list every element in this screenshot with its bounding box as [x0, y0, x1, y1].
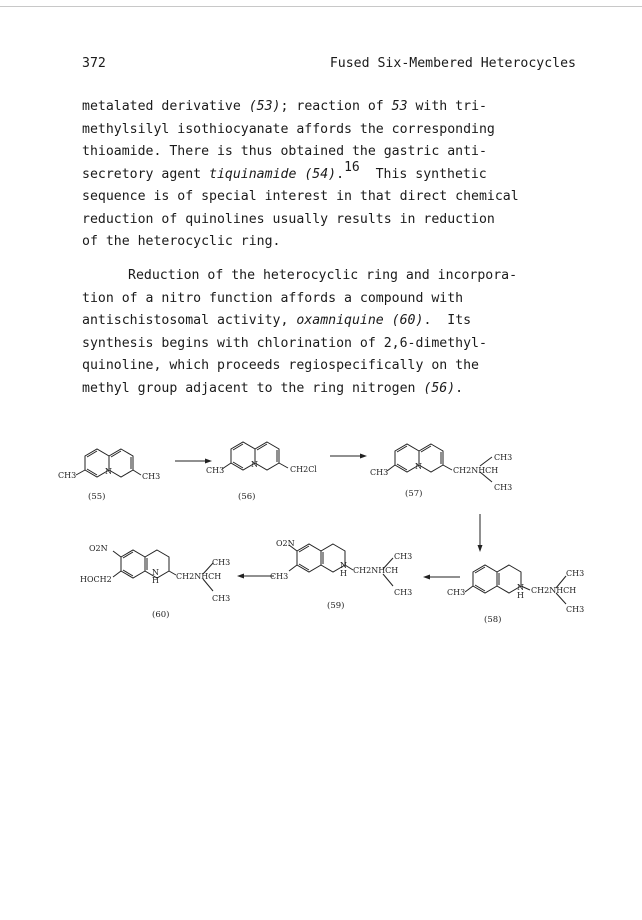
text-line: secretory agent tiquinamide (54).$^{16}$ This synthetic	[82, 159, 487, 182]
text-line: reduction of quinolines usually results in reduction	[82, 211, 495, 227]
text-line: of the heterocyclic ring.	[82, 234, 281, 249]
compound-60-label: (60)	[152, 610, 170, 620]
text-line: synthesis begins with chlorination of 2,6-dimethyl-	[82, 335, 487, 351]
text-line: antischistosomal activity, oxamniquine (60). Its	[82, 313, 472, 328]
compound-60-hoch2: HOCH2	[80, 575, 112, 584]
compound-59-sub: CH2NHCH	[353, 566, 399, 575]
compound-59-h: H	[340, 569, 347, 578]
compound-59-label: (59)	[327, 601, 345, 611]
compound-58-h: H	[517, 591, 524, 600]
arrowhead-icon	[237, 574, 244, 579]
compound-55-label: (55)	[88, 492, 106, 502]
compound-56-label: (56)	[238, 492, 256, 502]
compound-55-n: N	[105, 467, 112, 476]
compound-58-branch-1: CH3	[566, 569, 585, 578]
compound-56-n: N	[251, 460, 258, 469]
compound-55-me6: CH3	[58, 471, 77, 480]
text-line: Reduction of the heterocyclic ring and incorpora-	[128, 268, 518, 283]
arrowhead-icon	[205, 459, 212, 464]
compound-56-me6: CH3	[206, 466, 225, 475]
arrowhead-icon	[360, 454, 367, 459]
page-number: 372	[82, 56, 106, 71]
compound-55-me2: CH3	[142, 472, 161, 481]
compound-57-me6: CH3	[370, 468, 389, 477]
compound-57-branch-2: CH3	[494, 483, 513, 492]
running-title: Fused Six-Membered Heterocycles	[329, 56, 576, 71]
compound-58-label: (58)	[484, 615, 502, 625]
compound-57-structure	[387, 444, 492, 482]
text-line: sequence is of special interest in that direct chemical	[82, 189, 519, 204]
text-line: metalated derivative (53); reaction of 53 with tri-	[82, 99, 487, 114]
compound-58-branch-2: CH3	[566, 605, 585, 614]
compound-59-n: N	[340, 561, 347, 570]
compound-56-sub: CH2Cl	[290, 465, 317, 474]
text-line: methyl group adjacent to the ring nitrogen (56).	[82, 380, 464, 396]
compound-58-n: N	[517, 583, 524, 592]
compound-59-branch-2: CH3	[394, 588, 413, 597]
compound-57-label: (57)	[405, 489, 423, 499]
compound-60-branch-1: CH3	[212, 558, 231, 567]
compound-60-n: N	[152, 568, 159, 577]
compound-60-no2: O2N	[89, 544, 108, 553]
compound-60-sub: CH2NHCH	[176, 572, 222, 581]
compound-58-sub: CH2NHCH	[531, 586, 577, 595]
compound-58-structure	[465, 565, 566, 604]
text-line: quinoline, which proceeds regiospecifically on the	[82, 358, 479, 373]
arrowhead-icon	[423, 575, 430, 580]
text-line: methylsilyl isothiocyanate affords the corresponding	[82, 121, 495, 137]
compound-57-n: N	[415, 462, 422, 471]
text-line: tion of a nitro function affords a compound with	[82, 290, 464, 306]
compound-60-structure	[113, 550, 213, 591]
compound-57-sub: CH2NHCH	[453, 466, 499, 475]
arrowhead-icon	[478, 545, 483, 552]
footnote-ref: 16	[344, 159, 360, 175]
compound-60-h: H	[152, 576, 159, 585]
text-line: thioamide. There is thus obtained the gastric anti-	[82, 144, 487, 159]
compound-59-me6: CH3	[270, 572, 289, 581]
compound-58-me6: CH3	[447, 588, 466, 597]
compound-59-branch-1: CH3	[394, 552, 413, 561]
compound-57-branch-1: CH3	[494, 453, 513, 462]
compound-59-no2: O2N	[276, 539, 295, 548]
compound-60-branch-2: CH3	[212, 594, 231, 603]
